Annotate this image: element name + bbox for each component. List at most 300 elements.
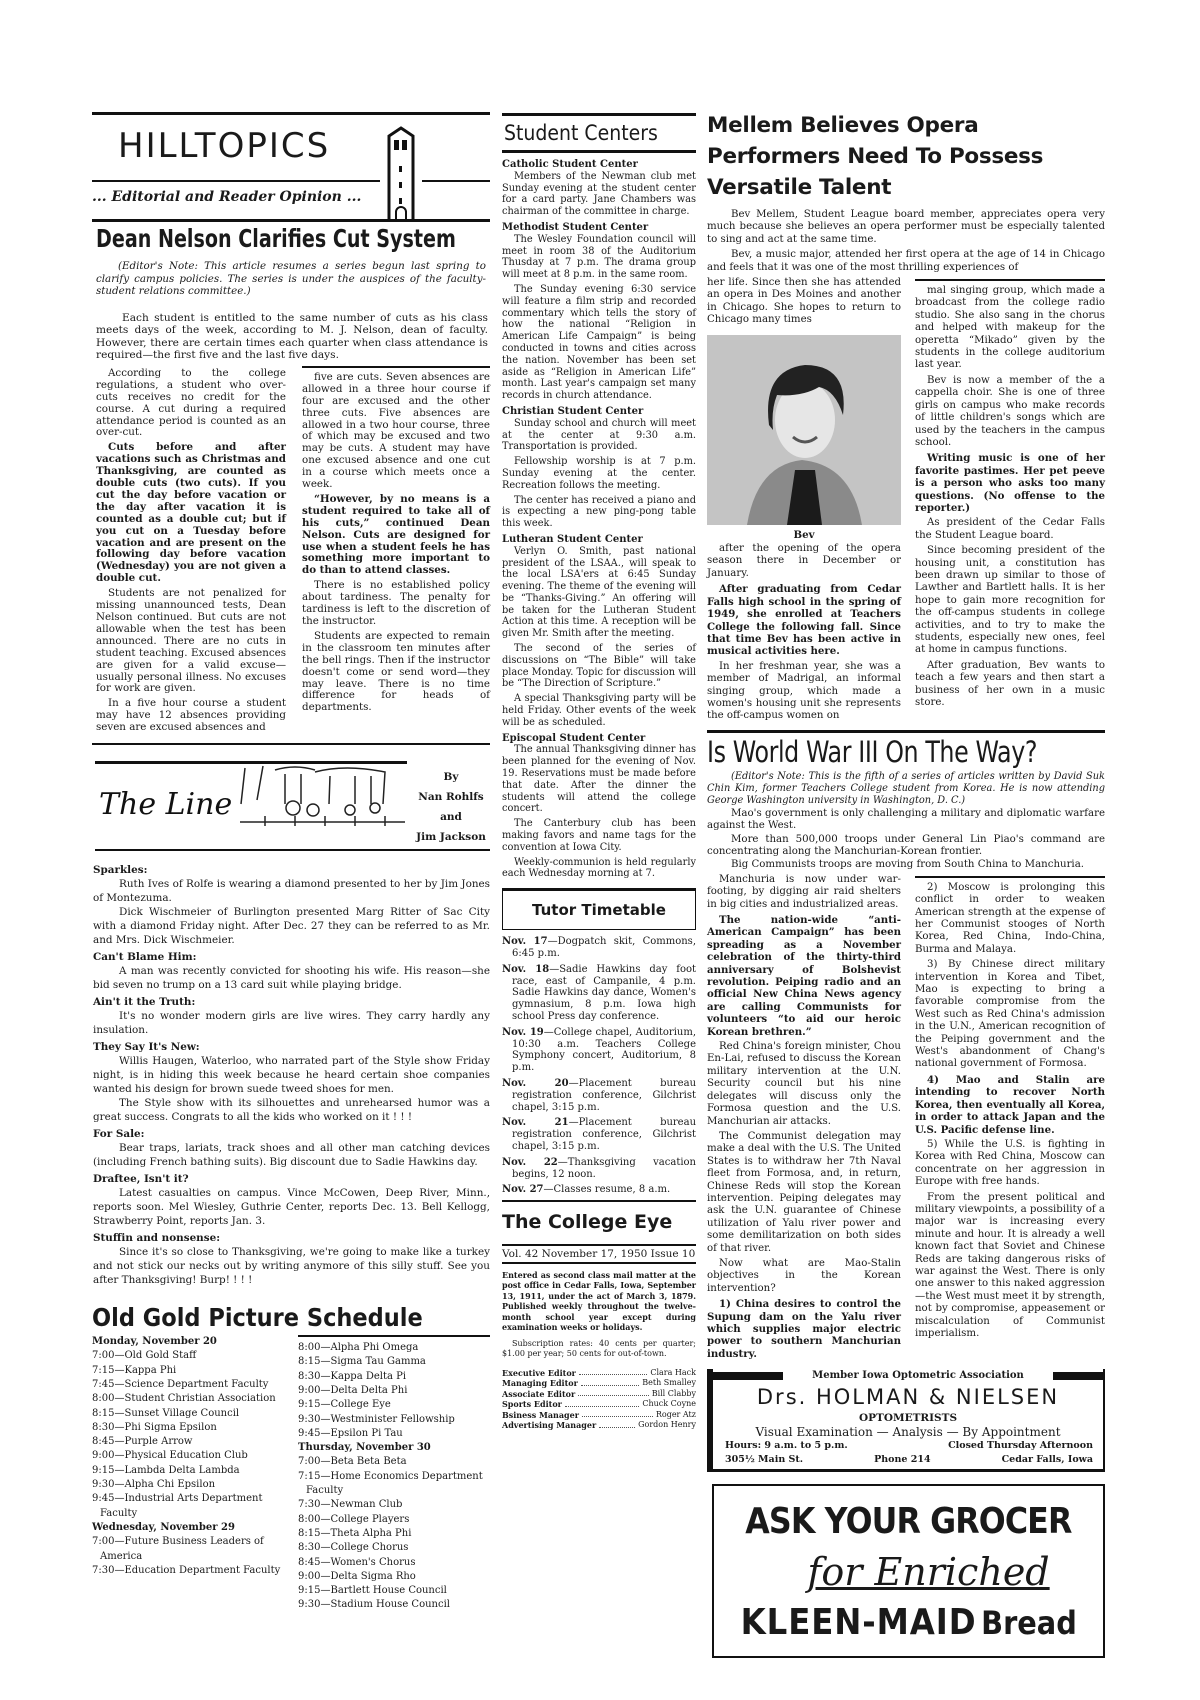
entry-name: Future Business Leaders of America bbox=[100, 1536, 264, 1562]
paragraph: The Wesley Foundation council will meet in room 38 of the Auditorium Thusday at 7 p.m. The drama group will meet at 8 p.m. in the same room. bbox=[502, 233, 696, 281]
entry-name: Newman Club bbox=[330, 1499, 403, 1511]
staff-role: Bsiness Manager bbox=[502, 1409, 579, 1420]
schedule-entry: 8:30—Kappa Delta Pi bbox=[298, 1370, 407, 1382]
schedule-day bbox=[298, 1341, 490, 1441]
schedule-entry: 9:30—Alpha Chi Epsilon bbox=[92, 1479, 216, 1491]
entry-name: Beta Beta Beta bbox=[330, 1456, 407, 1468]
hilltopics-header bbox=[92, 112, 490, 222]
staff-name: Clara Hack bbox=[650, 1367, 696, 1377]
paragraph: Mao's government is only challenging a military and diplomatic warfare against the West. bbox=[707, 807, 1105, 832]
war-headline-wrap bbox=[707, 733, 1105, 771]
left-column bbox=[92, 112, 490, 1613]
paragraph: Bev, a music major, attended her first opera at the age of 14 in Chicago and feels that it was one of the most thrilling experiences of bbox=[707, 249, 1105, 273]
column-section bbox=[93, 1040, 490, 1124]
timetable-date: Nov. 17 bbox=[502, 936, 548, 948]
timetable-text: —Classes resume, 8 a.m. bbox=[543, 1184, 671, 1196]
column-section bbox=[93, 950, 490, 992]
entry-name: Bartlett House Council bbox=[330, 1585, 447, 1597]
timetable-text: —Dogpatch skit, Commons, 6:45 p.m. bbox=[512, 936, 696, 960]
staff-name: Roger Atz bbox=[655, 1409, 696, 1419]
schedule-entry: 7:15—Home Economics Department Faculty bbox=[298, 1470, 483, 1497]
ad-product: Bread bbox=[980, 1604, 1077, 1643]
section-heading: Can't Blame Him: bbox=[93, 951, 197, 964]
section-body bbox=[93, 1054, 490, 1124]
center-section bbox=[502, 733, 696, 881]
schedule-columns bbox=[92, 1335, 490, 1613]
optometrist-ad bbox=[707, 1369, 1105, 1472]
paragraph: There is no established policy about tardiness. The penalty for tardiness is left to the discretion of the instructor. bbox=[302, 579, 490, 627]
the-line-column bbox=[92, 863, 490, 1287]
center-heading: Lutheran Student Center bbox=[502, 533, 643, 545]
section-tagline: ... Editorial and Reader Opinion ... bbox=[92, 189, 362, 205]
schedule-column-left bbox=[92, 1335, 284, 1578]
schedule-entry: 9:15—Bartlett House Council bbox=[298, 1585, 447, 1597]
the-line-banner bbox=[95, 761, 407, 832]
photo-caption: Bev bbox=[793, 528, 815, 541]
timetable-item bbox=[502, 1184, 696, 1196]
staff-role: Sports Editor bbox=[502, 1399, 562, 1410]
section-heading: Draftee, Isn't it? bbox=[93, 1173, 189, 1186]
ad-headline-wrap bbox=[714, 1498, 1103, 1546]
entry-time: 9:30 bbox=[298, 1599, 321, 1611]
byline-author: Jim Jackson bbox=[416, 831, 486, 844]
day-entries bbox=[298, 1455, 490, 1612]
paragraph: Since becoming president of the housing unit, a constitution has been drawn up similar to those of Lawther and Bartlett halls. It is her hope to gain more recognition for the off-campus students in college activities, and to try to make the students, especially new ones, feel at home in campus functions. bbox=[915, 545, 1105, 656]
entry-name: Epsilon Pi Tau bbox=[330, 1427, 403, 1439]
entry-time: 8:15 bbox=[298, 1356, 321, 1368]
paragraph: In her freshman year, she was a member of Madrigal, an informal singing group, which made a women's housing unit she represents the off-campus women on bbox=[707, 660, 901, 722]
timetable-text: —Placement bureau registration conference, Gilchrist chapel, 3:15 p.m. bbox=[512, 1077, 697, 1113]
paragraph: 4) Mao and Stalin are intending to recover North Korea, then eventually all Korea, in order to attack Japan and the U.S. Pacific defense line. bbox=[915, 1073, 1105, 1136]
staff-row bbox=[502, 1399, 696, 1410]
timetable-item bbox=[502, 964, 696, 1023]
timetable-date: Nov. 20 bbox=[502, 1077, 569, 1089]
war-columns bbox=[707, 874, 1105, 1363]
entry-time: 8:30 bbox=[298, 1370, 321, 1382]
paragraph: Cuts before and after vacations such as Christmas and Thanksgiving, are counted as double cuts (two cuts). If you cut the day before vacation or the day after vacation it is counted as a double cut; but if you cut on a Tuesday before vacation and are present on the following day before vacation (Wednesday) you are not given a double cut. bbox=[96, 441, 286, 585]
paragraph: five are cuts. Seven absences are allowed in a three hour course if four are excused and the other three cuts. Five absences are allowed in a two hour course, three of which may be excused and two may be cuts. A student may have one excused absence and one cut in a course which meets once a week. bbox=[302, 370, 490, 491]
paragraph: The Canterbury club has been making favors and name tags for the convention at Iowa City. bbox=[502, 818, 696, 853]
entry-time: 9:00 bbox=[92, 1450, 115, 1462]
timetable-item bbox=[502, 1157, 696, 1181]
divider bbox=[915, 279, 1105, 281]
subscription-rates: Subscription rates: 40 cents per quarter; $1.00 per year; 50 cents for out-of-town. bbox=[502, 1338, 696, 1359]
entry-name: Sunset Village Council bbox=[124, 1407, 240, 1419]
timetable-text: —College chapel, Auditorium, 10:30 a.m. Teachers College Symphony concert, Auditorium, 8 p.m. bbox=[512, 1026, 696, 1074]
paragraph: Bev Mellem, Student League board member, appreciates opera very much because she believes an opera performer must be especially talented to sing and act at the same time. bbox=[707, 209, 1105, 245]
the-line-banner-row bbox=[92, 761, 490, 847]
day-heading: Monday, November 20 bbox=[92, 1336, 217, 1348]
ad-member-line: Member Iowa Optometric Association bbox=[812, 1370, 1024, 1382]
paragraph: The Communist delegation may make a deal with the U.S. The United States is to withdraw her 7th Naval fleet from Formosa, and, in return, Chinese Reds will stop the Korean intervention. Peiping delegates may ask the U.N. guarantee of Chinese utilization of Yalu river power and some demilitarization on both sides of that river. bbox=[707, 1130, 901, 1254]
article-column-1 bbox=[96, 366, 286, 737]
column-section bbox=[93, 1231, 490, 1287]
paragraph: Dick Wischmeier of Burlington presented Marg Ritter of Sac City with a diamond Friday night. After Dec. 27 they can be referred to as Mr. and Mrs. Dick Wischmeier. bbox=[93, 906, 490, 947]
ad-headline: ASK YOUR GROCER bbox=[745, 1501, 1072, 1543]
timetable-item bbox=[502, 936, 696, 960]
headline-world-war: Is World War III On The Way? bbox=[707, 734, 1038, 769]
schedule-entry: 7:00—Old Gold Staff bbox=[92, 1350, 197, 1362]
headline-cut-system: Dean Nelson Clarifies Cut System bbox=[96, 224, 456, 253]
war-right-column bbox=[915, 882, 1105, 1341]
byline-by: By bbox=[443, 771, 459, 784]
paragraph: mal singing group, which made a broadcast from the college radio studio. She also sang in the chorus and helped with makeup for the operetta “Mikado” given by the students in the college auditorium last year. bbox=[915, 285, 1105, 371]
entry-time: 9:45 bbox=[298, 1427, 321, 1439]
center-heading: Catholic Student Center bbox=[502, 159, 638, 170]
entry-name: Alpha Chi Epsilon bbox=[124, 1479, 216, 1491]
tutor-timetable-title: Tutor Timetable bbox=[532, 901, 666, 920]
schedule-entry: 9:00—Delta Sigma Rho bbox=[298, 1570, 416, 1582]
entry-name: Industrial Arts Department Faculty bbox=[100, 1493, 263, 1519]
paragraph: Sunday school and church will meet at the center at 9:30 a.m. Transportation is provided. bbox=[502, 417, 696, 453]
entry-time: 8:00 bbox=[298, 1513, 321, 1525]
entry-name: Women's Chorus bbox=[330, 1556, 416, 1568]
entry-name: Physical Education Club bbox=[124, 1450, 248, 1462]
paragraph: Manchuria is now under war-footing, by digging air raid shelters in big cities and industrialized areas. bbox=[707, 873, 901, 910]
middle-column bbox=[502, 113, 696, 1431]
entry-name: Home Economics Department Faculty bbox=[306, 1470, 483, 1497]
entry-name: Kappa Phi bbox=[124, 1364, 177, 1376]
paragraph: her life. Since then she has attended an opera in Des Moines and another in Chicago. She hopes to return to Chicago many times bbox=[707, 277, 901, 326]
section-heading: For Sale: bbox=[93, 1128, 145, 1141]
staff-row bbox=[502, 1389, 696, 1400]
entry-time: 7:00 bbox=[92, 1536, 115, 1548]
mellem-intro bbox=[707, 209, 1105, 274]
staff-role: Executive Editor bbox=[502, 1367, 576, 1378]
timetable-date: Nov. 18 bbox=[502, 963, 550, 975]
column-section bbox=[93, 1172, 490, 1228]
bread-ad bbox=[712, 1484, 1105, 1658]
schedule-entry: 9:15—College Eye bbox=[298, 1399, 391, 1411]
mellem-columns bbox=[707, 277, 1105, 726]
paragraph: “However, by no means is a student required to take all of his cuts,” continued Dean Nelson. Cuts are designed for use when a student feels he has something more important to do than to attend classes. bbox=[302, 492, 490, 577]
staff-role: Advertising Manager bbox=[502, 1420, 597, 1431]
paragraph: Big Communists troops are moving from South China to Manchuria. bbox=[731, 859, 1085, 871]
paragraph: Latest casualties on campus. Vince McCowen, Deep River, Minn., reports soon. Mel Wiesley, Guthrie Center, reports Dec. 13. Bell Kellogg, Strawberry Point, reports Jan. 3. bbox=[93, 1187, 490, 1228]
paragraph: Bear traps, lariats, track shoes and all other man catching devices (including French bathing suits). Big discount due to Sadie Hawkins day. bbox=[93, 1142, 490, 1169]
paragraph: More than 500,000 troops under General Lin Piao's command are concentrating along the Manchurian-Korean frontier. bbox=[707, 833, 1105, 857]
divider bbox=[92, 112, 490, 115]
section-heading: Sparkles: bbox=[93, 864, 148, 877]
paragraph: After graduation, Bev wants to teach a few years and then start a business of her own in a music store. bbox=[915, 659, 1105, 709]
schedule-entry: 8:00—College Players bbox=[298, 1513, 410, 1525]
entry-time: 8:45 bbox=[92, 1436, 115, 1448]
paragraph: Red China's foreign minister, Chou En-Lai, refused to discuss the Korean military intervention at the U.N. Security council but his nine delegates will discuss only the Formosa question and the U.S. Manchurian air attacks. bbox=[707, 1041, 901, 1127]
timetable-item bbox=[502, 1027, 696, 1074]
day-entries bbox=[92, 1535, 284, 1578]
ad-address-row bbox=[713, 1451, 1103, 1465]
paragraph: 1) China desires to control the Supung dam on the Yalu river which supplies major electric power to southern Manchurian industry. bbox=[707, 1298, 901, 1360]
paragraph: The Style show with its silhouettes and unrehearsed humor was a great success. Congrats to all the kids who worked on it ! ! ! bbox=[93, 1097, 490, 1124]
center-section bbox=[502, 222, 696, 402]
paragraph: Willis Haugen, Waterloo, who narrated part of the Style show Friday night, is in hiding this week because he heard certain shoe companies wanted his design for brown suede tweed shoes for men. bbox=[93, 1055, 490, 1096]
entry-time: 7:00 bbox=[92, 1350, 115, 1362]
day-entries bbox=[298, 1341, 490, 1441]
schedule-entry: 9:00—Delta Delta Phi bbox=[298, 1384, 408, 1396]
old-gold-headline-wrap bbox=[92, 1301, 490, 1335]
entry-time: 9:15 bbox=[92, 1464, 115, 1476]
byline-author: Nan Rohlfs bbox=[418, 791, 484, 804]
schedule-entry: 7:15—Kappa Phi bbox=[92, 1364, 177, 1376]
schedule-day bbox=[92, 1521, 284, 1578]
paragraph: From the present political and military viewpoints, a possibility of a major war is increasing every minute and hour. It is already a well known fact that Soviet and Chinese Reds are taking dangerous risks of war against the West. There is only one answer to this naked aggression—the West must meet it by strength, not by compromise, appeasement or miscalculation of Communist imperialism. bbox=[915, 1191, 1105, 1339]
entry-time: 8:45 bbox=[298, 1556, 321, 1568]
column-section bbox=[93, 863, 490, 947]
entry-time: 9:45 bbox=[92, 1493, 115, 1505]
staff-name: Gordon Henry bbox=[638, 1420, 696, 1430]
timetable-item bbox=[502, 1117, 696, 1152]
center-body bbox=[502, 418, 696, 530]
article-column-2-wrap bbox=[302, 366, 490, 717]
entry-name: College Players bbox=[330, 1513, 410, 1525]
timetable-list bbox=[502, 936, 696, 1196]
schedule-entry: 9:30—Westminister Fellowship bbox=[298, 1413, 455, 1425]
section-body bbox=[93, 1245, 490, 1287]
staff-name: Beth Smalley bbox=[642, 1378, 696, 1388]
divider bbox=[298, 1335, 490, 1337]
divider bbox=[92, 180, 380, 182]
timetable-date: Nov. 21 bbox=[502, 1117, 569, 1129]
ad-business-name: Drs. HOLMAN & NIELSEN bbox=[756, 1385, 1060, 1410]
article-column-2 bbox=[302, 372, 490, 714]
entry-time: 8:00 bbox=[298, 1342, 321, 1354]
staff-row bbox=[502, 1368, 696, 1379]
student-centers-title-wrap bbox=[502, 116, 696, 150]
entry-time: 7:30 bbox=[298, 1499, 321, 1511]
portrait-photo bbox=[707, 335, 901, 525]
schedule-entry: 7:00—Beta Beta Beta bbox=[298, 1456, 407, 1468]
war-left-column bbox=[707, 874, 901, 1363]
section-heading: They Say It's New: bbox=[93, 1041, 200, 1054]
paragraph: Members of the Newman club met Sunday evening at the student center for a card party. Jane Chambers was chairman of the committee in charge. bbox=[502, 170, 696, 218]
entry-name: Lambda Delta Lambda bbox=[124, 1464, 240, 1476]
paragraph: Students are expected to remain in the classroom ten minutes after the bell rings. Then if the instructor doesn't come or send word—they may leave. There is no time difference for heads of departments. bbox=[302, 629, 490, 714]
paragraph: The second of the series of discussions on “The Bible” will take place Monday. Topic for discussion will be “The Direction of Scripture.” bbox=[502, 643, 696, 690]
entry-time: 8:30 bbox=[298, 1542, 321, 1554]
schedule-entry: 7:30—Education Department Faculty bbox=[92, 1564, 281, 1576]
section-body bbox=[93, 1186, 490, 1228]
timetable-text: —Placement bureau registration conference, Gilchrist chapel, 3:15 p.m. bbox=[512, 1117, 697, 1152]
divider bbox=[302, 366, 490, 368]
center-heading: Christian Student Center bbox=[502, 405, 644, 417]
schedule-entry: 8:30—College Chorus bbox=[298, 1542, 409, 1554]
divider bbox=[422, 180, 490, 182]
schedule-entry: 8:15—Theta Alpha Phi bbox=[298, 1527, 412, 1539]
entry-name: Stadium House Council bbox=[330, 1599, 450, 1611]
schedule-day bbox=[92, 1335, 284, 1521]
schedule-column-right bbox=[298, 1341, 490, 1613]
center-heading: Methodist Student Center bbox=[502, 221, 649, 233]
schedule-entry: 8:15—Sunset Village Council bbox=[92, 1407, 240, 1419]
schedule-entry: 9:30—Stadium House Council bbox=[298, 1599, 450, 1611]
schedule-entry: 9:45—Epsilon Pi Tau bbox=[298, 1427, 403, 1439]
mellem-right-wrap bbox=[915, 277, 1105, 712]
paragraph: after the opening of the opera season there in December or January. bbox=[707, 543, 901, 579]
mailing-notice: Entered as second class mail matter at the post office in Cedar Falls, Iowa, September 13, 1911, under the act of March 3, 1879. Published weekly throughout the twelve-month school year except during examination weeks or holidays. bbox=[502, 1269, 696, 1333]
schedule-entry: 8:00—Alpha Phi Omega bbox=[298, 1342, 419, 1354]
section-title-hilltopics: HILLTOPICS bbox=[118, 126, 331, 166]
ad-hours-row bbox=[713, 1440, 1103, 1451]
entry-name: Phi Sigma Epsilon bbox=[124, 1421, 217, 1433]
paragraph: Students are not penalized for missing unannounced tests, Dean Nelson continued. But cuts are not allowable when the test has been announced. There are no cuts in student teaching. Excused absences are given for a valid excuse—usually personal illness. No excuses for work are given. bbox=[96, 587, 286, 695]
entry-name: Delta Sigma Rho bbox=[330, 1570, 416, 1582]
headline-old-gold: Old Gold Picture Schedule bbox=[92, 1303, 423, 1333]
center-body bbox=[502, 744, 696, 880]
section-body bbox=[93, 877, 490, 947]
staff-row bbox=[502, 1420, 696, 1431]
headline-wrap bbox=[92, 222, 490, 256]
center-section bbox=[502, 406, 696, 530]
paragraph: 5) While the U.S. is fighting in Korea with Red China, Moscow can concentrate on her aggression in Europe with free hands. bbox=[915, 1138, 1105, 1188]
entry-time: 8:00 bbox=[92, 1393, 115, 1405]
day-heading: Wednesday, November 29 bbox=[92, 1521, 235, 1533]
headline-mellem: Mellem Believes Opera Performers Need To Possess Versatile Talent bbox=[707, 113, 1044, 200]
right-column bbox=[707, 110, 1105, 1658]
ad-phone: Phone 214 bbox=[874, 1454, 931, 1466]
article-columns bbox=[92, 366, 490, 737]
schedule-entry: 8:45—Women's Chorus bbox=[298, 1556, 416, 1568]
paragraph: 3) By Chinese direct military intervention in Korea and Tibet, Mao is expecting to bring a favorable compromise from the West such as Red China's admission in the U.N., American recognition of the Peiping government and the West's abandonment of Chang's national government of Formosa. bbox=[915, 959, 1105, 1070]
column-section bbox=[93, 1127, 490, 1169]
divider bbox=[502, 150, 696, 153]
student-centers-list bbox=[502, 159, 696, 880]
schedule-day bbox=[298, 1441, 490, 1613]
paragraph: In a five hour course a student may have 12 absences providing seven are excused absences and bbox=[96, 697, 286, 734]
ad-brand: KLEEN-MAID bbox=[740, 1602, 977, 1644]
entry-time: 9:00 bbox=[298, 1570, 321, 1582]
entry-time: 7:15 bbox=[92, 1364, 115, 1376]
paragraph: Writing music is one of her favorite pastimes. Her pet peeve is a person who asks too many questions. (No offense to the reporter.) bbox=[915, 452, 1105, 514]
entry-time: 7:30 bbox=[92, 1564, 115, 1576]
day-heading: Thursday, November 30 bbox=[298, 1442, 431, 1454]
staff-role: Managing Editor bbox=[502, 1378, 578, 1389]
mellem-right-column bbox=[915, 285, 1105, 709]
entry-time: 8:15 bbox=[92, 1407, 115, 1419]
schedule-entry: 8:15—Sigma Tau Gamma bbox=[298, 1356, 426, 1368]
timetable-text: —Thanksgiving vacation begins, 12 noon. bbox=[512, 1156, 696, 1180]
mellem-left-body bbox=[707, 543, 901, 723]
divider bbox=[502, 1262, 696, 1264]
byline bbox=[412, 761, 490, 847]
the-line-logo: The Line bbox=[99, 787, 233, 823]
entry-name: Delta Delta Phi bbox=[330, 1384, 408, 1396]
timetable-date: Nov. 22 bbox=[502, 1156, 558, 1168]
paragraph: The nation-wide “anti-American Campaign” has been spreading as a November celebration of the thirty-third anniversary of Bolshevist revolution. Peiping radio and an official New China News agency are calling Communists for volunteers “to aid our heroic Korean brethren.” bbox=[707, 914, 901, 1038]
paragraph: Since it's so close to Thanksgiving, we're going to make like a turkey and not stick our necks out by writing anymore of this silly stuff. See you after Thanksgiving! Burp! ! ! ! bbox=[93, 1246, 490, 1287]
entry-time: 8:15 bbox=[298, 1527, 321, 1539]
volume-line: Vol. 42 November 17, 1950 Issue 10 bbox=[502, 1247, 696, 1260]
timetable-item bbox=[502, 1078, 696, 1113]
paragraph: A man was recently convicted for shooting his wife. His reason—she bid seven no trump on a 13 card suit while playing bridge. bbox=[93, 965, 490, 992]
entry-name: Kappa Delta Pi bbox=[330, 1370, 407, 1382]
entry-time: 7:00 bbox=[298, 1456, 321, 1468]
timetable-text: —Sadie Hawkins day foot race, east of Campanile, 4 p.m. Sadie Hawkins day dance, Women's gymnasium, 8 p.m. Iowa high school Press day conference. bbox=[512, 963, 697, 1022]
schedule-entry: 9:45—Industrial Arts Department Faculty bbox=[92, 1493, 263, 1519]
mellem-left-column bbox=[707, 277, 901, 726]
entry-name: Alpha Phi Omega bbox=[330, 1342, 419, 1354]
paragraph: Weekly-communion is held regularly each Wednesday morning at 7. bbox=[502, 856, 696, 880]
paragraph: Fellowship worship is at 7 p.m. Sunday evening at the center. Recreation follows the meeting. bbox=[502, 456, 696, 491]
ad-hours: Hours: 9 a.m. to 5 p.m. bbox=[725, 1440, 848, 1452]
schedule-entry: 8:45—Purple Arrow bbox=[92, 1436, 193, 1448]
ad-header bbox=[713, 1369, 1103, 1382]
entry-time: 7:15 bbox=[298, 1470, 321, 1482]
staff-name: Bill Clabby bbox=[651, 1388, 696, 1398]
editor-note: (Editor's Note: This article resumes a series begun last spring to clarify campus policies. The series is under the auspices of the faculty-student relations committee.) bbox=[96, 260, 486, 297]
ad-address: 305½ Main St. bbox=[725, 1454, 804, 1466]
section-body bbox=[93, 1141, 490, 1169]
ad-city: Cedar Falls, Iowa bbox=[1001, 1454, 1093, 1466]
timetable-date: Nov. 19 bbox=[502, 1026, 544, 1038]
schedule-entry: 7:00—Future Business Leaders of America bbox=[92, 1536, 264, 1562]
divider bbox=[95, 849, 490, 851]
paragraph: It's no wonder modern girls are live wires. They carry hardly any insulation. bbox=[93, 1010, 490, 1037]
center-section bbox=[502, 534, 696, 729]
section-heading: Stuffin and nonsense: bbox=[93, 1232, 221, 1245]
tutor-timetable-box bbox=[502, 888, 696, 930]
paragraph: A special Thanksgiving party will be held Friday. Other events of the week will be as scheduled. bbox=[502, 693, 696, 728]
ad-tagline: for Enriched bbox=[807, 1550, 1050, 1595]
staff-row bbox=[502, 1410, 696, 1421]
campanile-icon bbox=[386, 126, 416, 222]
paragraph: Ruth Ives of Rolfe is wearing a diamond presented to her by Jim Jones of Montezuma. bbox=[93, 878, 490, 905]
paragraph: After graduating from Cedar Falls high school in the spring of 1949, she enrolled at Teachers College the following fall. Since that time Bev has been active in musical activities here. bbox=[707, 583, 901, 658]
entry-time: 9:30 bbox=[92, 1479, 115, 1491]
entry-time: 9:00 bbox=[298, 1384, 321, 1396]
staff-row bbox=[502, 1378, 696, 1389]
entry-name: Education Department Faculty bbox=[124, 1564, 281, 1576]
center-heading: Episcopal Student Center bbox=[502, 732, 646, 744]
timetable-date: Nov. 27 bbox=[502, 1184, 544, 1196]
section-body bbox=[93, 1009, 490, 1037]
ad-brand-row bbox=[714, 1602, 1103, 1646]
paragraph: According to the college regulations, a student who over-cuts receives no credit for the course. A cut during a required attendance period is counted as an over-cut. bbox=[96, 366, 286, 439]
entry-name: Student Christian Association bbox=[124, 1393, 276, 1405]
ad-profession: OPTOMETRISTS bbox=[858, 1412, 958, 1425]
entry-name: Theta Alpha Phi bbox=[330, 1527, 412, 1539]
entry-time: 9:30 bbox=[298, 1413, 321, 1425]
entry-name: Westminister Fellowship bbox=[330, 1413, 455, 1425]
paragraph: The annual Thanksgiving dinner has been planned for the evening of Nov. 19. Reservations must be made before that date. After the dinner the students will attend the college concert. bbox=[502, 744, 696, 815]
section-title-student-centers: Student Centers bbox=[504, 121, 658, 145]
paragraph: The center has received a piano and is expecting a new ping-pong table this week. bbox=[502, 494, 696, 530]
schedule-entry: 9:15—Lambda Delta Lambda bbox=[92, 1464, 240, 1476]
byline-and: and bbox=[440, 811, 462, 824]
the-line-banner-illustration bbox=[95, 764, 407, 828]
entry-name: Sigma Tau Gamma bbox=[330, 1356, 426, 1368]
entry-name: Science Department Faculty bbox=[124, 1378, 269, 1390]
paragraph: As president of the Cedar Falls the Student League board. bbox=[915, 517, 1105, 541]
entry-time: 9:15 bbox=[298, 1399, 321, 1411]
article-intro: Each student is entitled to the same number of cuts as his class meets days of the week, according to M. J. Nelson, dean of faculty. However, there are certain times each quarter when class attendance is required—the first five and the last five days. bbox=[96, 311, 488, 362]
schedule-entry: 9:00—Physical Education Club bbox=[92, 1450, 248, 1462]
entry-name: College Chorus bbox=[330, 1542, 409, 1554]
section-heading: Ain't it the Truth: bbox=[93, 996, 196, 1009]
portrait-image bbox=[707, 335, 901, 525]
schedule-entry: 8:00—Student Christian Association bbox=[92, 1393, 276, 1405]
schedule-column-right-wrap bbox=[298, 1335, 490, 1613]
masthead-title: The College Eye bbox=[502, 1211, 673, 1234]
section-body bbox=[93, 964, 490, 992]
paragraph: Bev is now a member of the a cappella choir. She is one of three girls on campus who make records of little children's songs which are used by the teachers in the campus school. bbox=[915, 374, 1105, 448]
paragraph: 2) Moscow is prolonging this conflict in order to weaken American strength at the expense of her Communist stooges of North Korea, Red China, Indo-China, Burma and Malaya. bbox=[915, 881, 1105, 955]
paragraph: The Sunday evening 6:30 service will feature a film strip and recorded commentary which tells the story of how the national “Religion in American Life Campaign” is being conducted in towns and cities across the nation. November has been set aside as “Religion in American Life” month. Last year's campaign set many records in church attendance. bbox=[502, 283, 696, 402]
editor-note: (Editor's Note: This is the fifth of a series of articles written by David Suk Chin Kim, former Teachers College student from Korea. He is now attending George Washington university in Washington, D. C.) bbox=[707, 770, 1105, 806]
column-section bbox=[93, 995, 490, 1037]
staff-role: Associate Editor bbox=[502, 1388, 576, 1399]
ad-closed: Closed Thursday Afternoon bbox=[948, 1440, 1093, 1452]
schedule-entry: 8:30—Phi Sigma Epsilon bbox=[92, 1421, 217, 1433]
